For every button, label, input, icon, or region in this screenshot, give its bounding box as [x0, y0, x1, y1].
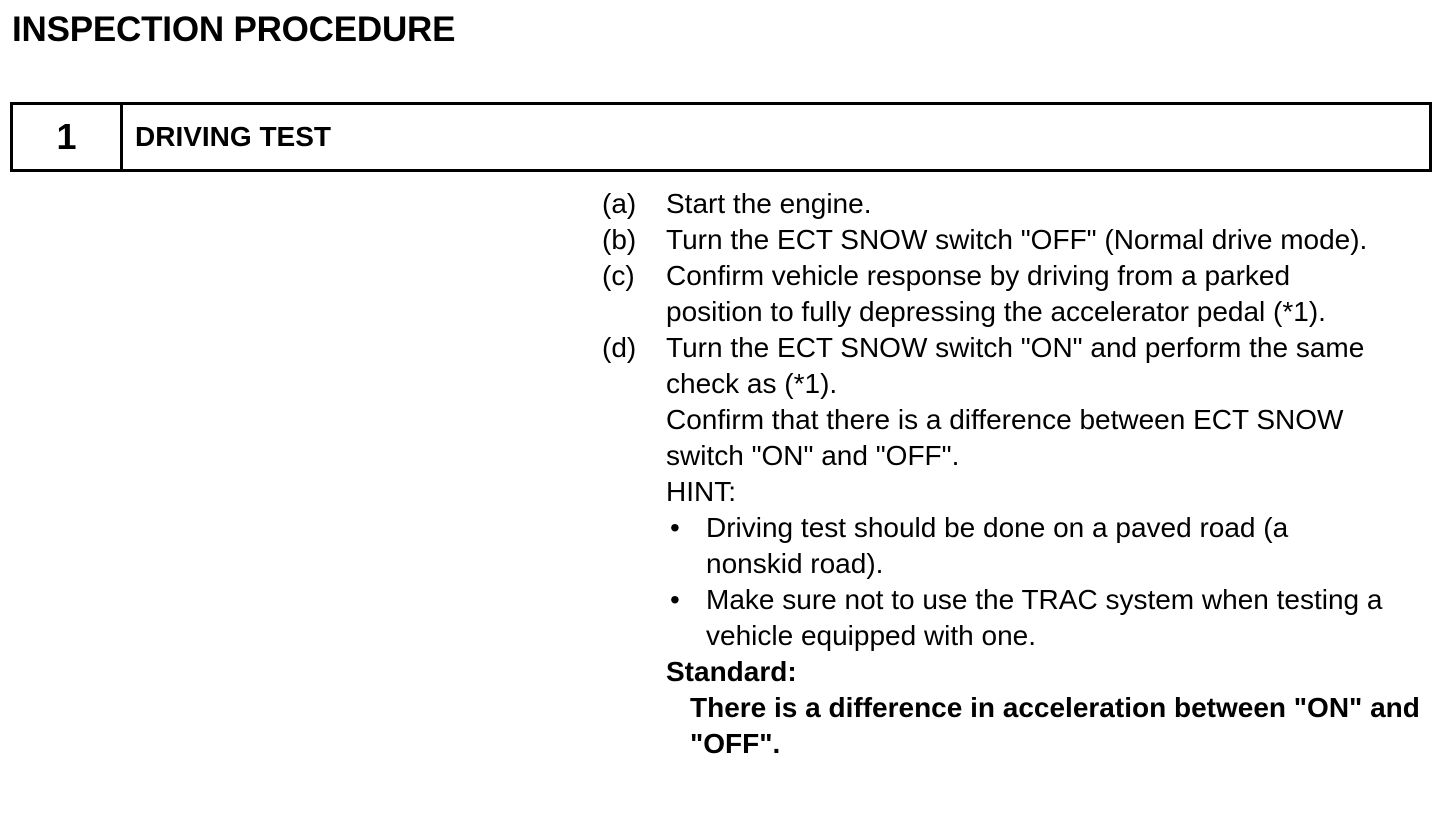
bullet-icon: •: [670, 584, 680, 615]
standard-label: Standard:: [666, 656, 797, 687]
step-title: DRIVING TEST: [135, 121, 332, 152]
page-title: INSPECTION PROCEDURE: [12, 10, 456, 49]
step-body: [666, 258, 1366, 330]
step-text: Start the engine.: [666, 188, 872, 219]
hint-item: [666, 510, 1436, 582]
step-label: (c): [602, 260, 635, 291]
bullet-icon: •: [670, 512, 680, 543]
step-text: Turn the ECT SNOW switch "OFF" (Normal drive mode).: [666, 224, 1368, 255]
step-text: Turn the ECT SNOW switch "ON" and perform the same check as (*1).: [666, 332, 1365, 399]
step-text: Confirm vehicle response by driving from a parked position to fully depressing the accelerator pedal (*1).: [666, 260, 1326, 327]
step-header: [10, 102, 1432, 172]
procedure-step-a: [602, 186, 1442, 222]
step-label: (a): [602, 188, 637, 219]
step-body: [666, 186, 1442, 222]
confirm-text: Confirm that there is a difference between ECT SNOW switch "ON" and "OFF".: [666, 404, 1344, 471]
procedure-list: [602, 186, 1442, 762]
step-label: (d): [602, 332, 637, 363]
procedure-step-c: [602, 258, 1442, 330]
procedure-step-d: [602, 330, 1442, 762]
hint-item: [666, 582, 1436, 654]
step-body: [666, 330, 1436, 762]
hint-text: Driving test should be done on a paved road (a nonskid road).: [706, 512, 1289, 579]
hint-label: HINT:: [666, 476, 736, 507]
step-label: (b): [602, 224, 637, 255]
standard-text: There is a difference in acceleration between "ON" and "OFF".: [690, 692, 1420, 759]
hint-text: Make sure not to use the TRAC system when testing a vehicle equipped with one.: [706, 584, 1383, 651]
step-body: [666, 222, 1442, 258]
procedure-step-b: [602, 222, 1442, 258]
step-number: 1: [13, 105, 123, 169]
